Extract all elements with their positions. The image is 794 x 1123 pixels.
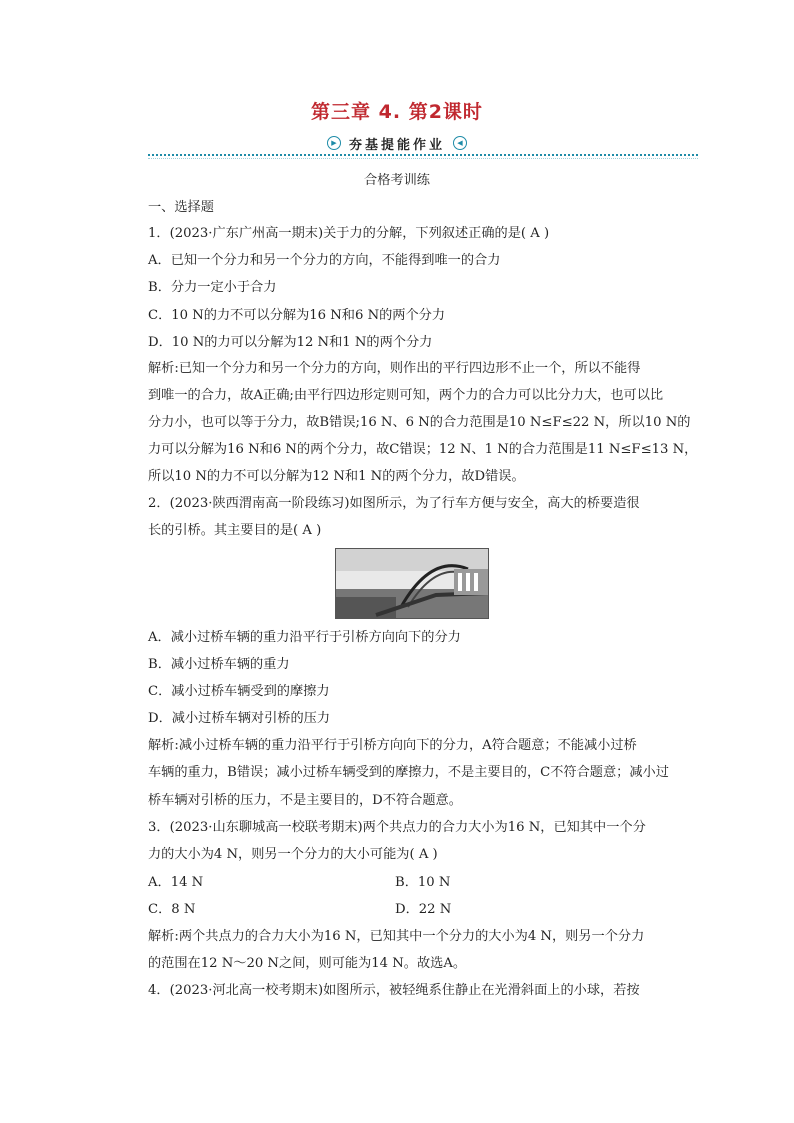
part-heading: 一、选择题 [148, 200, 214, 215]
question-2-option-a: A．减小过桥车辆的重力沿平行于引桥方向向下的分力 [148, 630, 461, 645]
question-1-analysis: 到唯一的合力，故A正确;由平行四边形定则可知，两个力的合力可以比分力大，也可以比 [148, 388, 664, 403]
question-3-option-a: A．14 N [148, 875, 204, 890]
question-3-analysis: 解析:两个共点力的合力大小为16 N，已知其中一个分力的大小为4 N，则另一个分力 [148, 929, 645, 944]
question-2-analysis: 车辆的重力，B错误；减小过桥车辆受到的摩擦力，不是主要目的，C不符合题意；减小过 [148, 765, 669, 780]
question-1-analysis: 解析:已知一个分力和另一个分力的方向，则作出的平行四边形不止一个，所以不能得 [148, 361, 641, 376]
question-3-option-c: C．8 N [148, 902, 196, 917]
right-arrow-icon: ▶ [327, 136, 341, 150]
question-4-stem: 4．(2023·河北高一校考期末)如图所示，被轻绳系住静止在光滑斜面上的小球，若按 [148, 983, 640, 998]
bridge-photo [335, 548, 489, 619]
question-2-stem: 长的引桥。其主要目的是( A ) [148, 523, 322, 538]
question-1-analysis: 所以10 N的力不可以分解为12 N和1 N的两个分力，故D错误。 [148, 469, 525, 484]
banner-label: 夯基提能作业 [348, 137, 445, 153]
question-1-option-c: C．10 N的力不可以分解为16 N和6 N的两个分力 [148, 308, 446, 323]
question-1-analysis: 力可以分解为16 N和6 N的两个分力，故C错误；12 N、1 N的合力范围是11 N≤F≤13 N， [148, 442, 698, 457]
divider [148, 158, 698, 159]
page-title: 第三章 4. 第2课时 [311, 101, 483, 123]
question-1-analysis: 分力小，也可以等于分力，故B错误;16 N、6 N的合力范围是10 N≤F≤22 N，所以10 N的 [148, 415, 691, 430]
section-banner [0, 132, 794, 154]
question-2-analysis: 解析:减小过桥车辆的重力沿平行于引桥方向向下的分力，A符合题意；不能减小过桥 [148, 738, 637, 753]
left-arrow-icon: ◀ [453, 136, 467, 150]
question-1-option-a: A．已知一个分力和另一个分力的方向，不能得到唯一的合力 [148, 253, 501, 268]
question-2-stem: 2．(2023·陕西渭南高一阶段练习)如图所示，为了行车方便与安全，高大的桥要造很 [148, 496, 640, 511]
question-2-analysis: 桥车辆对引桥的压力，不是主要目的，D不符合题意。 [148, 793, 462, 808]
question-2-option-d: D．减小过桥车辆对引桥的压力 [148, 711, 331, 726]
question-1-option-d: D．10 N的力可以分解为12 N和1 N的两个分力 [148, 335, 433, 350]
question-2-option-c: C．减小过桥车辆受到的摩擦力 [148, 684, 330, 699]
question-2-option-b: B．减小过桥车辆的重力 [148, 657, 290, 672]
question-3-stem: 力的大小为4 N，则另一个分力的大小可能为( A ) [148, 847, 438, 862]
divider [148, 154, 698, 156]
question-1-stem: 1．(2023·广东广州高一期末)关于力的分解，下列叙述正确的是( A ) [148, 226, 550, 241]
question-3-option-b: B．10 N [395, 875, 451, 890]
question-1-option-b: B．分力一定小于合力 [148, 280, 277, 295]
section-heading: 合格考训练 [364, 173, 430, 188]
question-3-analysis: 的范围在12 N～20 N之间，则可能为14 N。故选A。 [148, 956, 467, 971]
question-3-stem: 3．(2023·山东聊城高一校联考期末)两个共点力的合力大小为16 N，已知其中一个分 [148, 820, 646, 835]
question-3-option-d: D．22 N [395, 902, 452, 917]
